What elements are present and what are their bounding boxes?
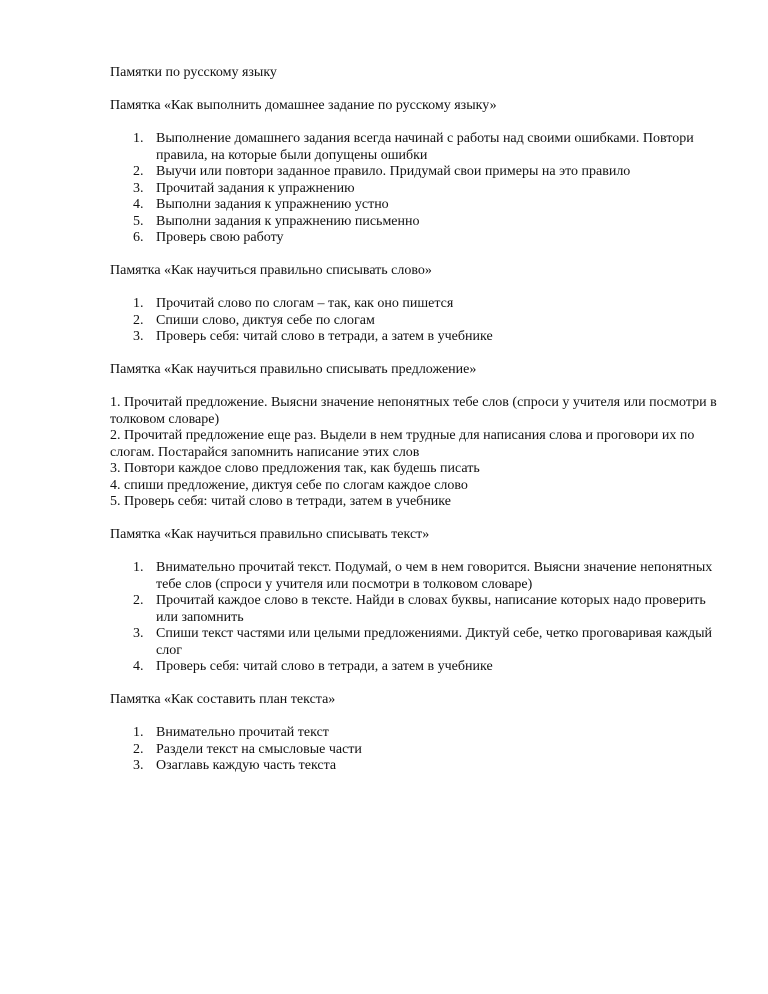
list-item-number: 2. [133, 593, 144, 608]
spacer [110, 346, 720, 363]
list-item-text: Проверь свою работу [156, 230, 284, 245]
document-body [110, 65, 720, 775]
spacer [110, 544, 720, 561]
list-item-number: 2. [133, 164, 144, 179]
list-item-number: 3. [133, 329, 144, 344]
list-item-number: 1. [133, 725, 144, 740]
list-item-number: 4. [133, 197, 144, 212]
text-plan-steps-list [110, 725, 720, 775]
list-item [110, 313, 720, 330]
list-item: 3. Повтори каждое слово предложения так, как будешь писать [110, 461, 480, 476]
list-item-text: Выучи или повтори заданное правило. Придумай свои примеры на это правило [156, 164, 631, 179]
list-item-number: 5. [133, 213, 144, 229]
list-item-number: 3. [133, 180, 144, 196]
list-item-text: Спиши текст частями или целыми предложениями. Диктуй себе, четко проговаривая каждый слог [156, 626, 712, 658]
list-item [110, 626, 720, 659]
list-item-number: 3. [133, 626, 144, 641]
list-item-text: Выполни задания к упражнению устно [156, 197, 389, 212]
list-item-text: Проверь себя: читай слово в тетради, а затем в учебнике [156, 329, 493, 344]
list-item: 2. Прочитай предложение еще раз. Выдели в нем трудные для написания слова и проговори их по слогам. Постарайся запомнить написание этих слов [110, 428, 695, 460]
list-item-number: 1. [133, 296, 144, 311]
list-item [110, 197, 720, 214]
list-item-text: Спиши слово, диктуя себе по слогам [156, 312, 375, 328]
spacer [110, 82, 720, 99]
list-item-number: 3. [133, 758, 144, 773]
list-item [110, 296, 720, 313]
list-item [110, 593, 720, 626]
list-item [110, 329, 720, 346]
list-item-number: 1. [133, 560, 144, 575]
section-heading-copy-sentence: Памятка «Как научиться правильно списывать предложение» [110, 362, 477, 377]
list-item-text: Внимательно прочитай текст. Подумай, о чем в нем говорится. Выясни значение непонятных тебе слов (спроси у учителя или посмотри в толковом словаре) [156, 560, 713, 592]
copy-sentence-steps-list [110, 395, 720, 511]
spacer [110, 676, 720, 693]
spacer [110, 115, 720, 132]
list-item [110, 560, 720, 593]
spacer [110, 280, 720, 297]
list-item [110, 659, 720, 676]
list-item-number: 2. [133, 312, 144, 328]
list-item-text: Прочитай каждое слово в тексте. Найди в словах буквы, написание которых надо проверить или запомнить [156, 593, 706, 625]
list-item-text: Раздели текст на смысловые части [156, 741, 362, 757]
list-item-number: 1. [133, 131, 144, 146]
list-item: 4. спиши предложение, диктуя себе по слогам каждое слово [110, 477, 468, 493]
list-item [110, 131, 720, 164]
section-heading-text-plan: Памятка «Как составить план текста» [110, 692, 336, 707]
list-item [110, 725, 720, 742]
page-title: Памятки по русскому языку [110, 65, 277, 80]
list-item-text: Прочитай слово по слогам – так, как оно пишется [156, 296, 454, 311]
list-item: 1. Прочитай предложение. Выясни значение непонятных тебе слов (спроси у учителя или посмотри в толковом словаре) [110, 395, 717, 427]
copy-word-steps-list [110, 296, 720, 346]
list-item-text: Выполни задания к упражнению письменно [156, 213, 420, 229]
list-item-text: Озаглавь каждую часть текста [156, 758, 337, 773]
list-item [110, 214, 720, 231]
spacer [110, 511, 720, 528]
list-item-text: Прочитай задания к упражнению [156, 180, 355, 196]
list-item-text: Внимательно прочитай текст [156, 725, 329, 740]
spacer [110, 379, 720, 396]
list-item [110, 181, 720, 198]
list-item-text: Выполнение домашнего задания всегда начинай с работы над своими ошибками. Повтори правила, на которые были допущены ошибки [156, 131, 694, 163]
homework-steps-list [110, 131, 720, 247]
list-item-number: 4. [133, 659, 144, 674]
copy-text-steps-list [110, 560, 720, 676]
list-item [110, 742, 720, 759]
spacer [110, 709, 720, 726]
list-item: 5. Проверь себя: читай слово в тетради, затем в учебнике [110, 494, 451, 509]
list-item-number: 6. [133, 230, 144, 245]
list-item-number: 2. [133, 741, 144, 757]
list-item [110, 230, 720, 247]
section-heading-copy-word: Памятка «Как научиться правильно списывать слово» [110, 263, 432, 278]
list-item-text: Проверь себя: читай слово в тетради, а затем в учебнике [156, 659, 493, 674]
list-item [110, 164, 720, 181]
spacer [110, 247, 720, 264]
section-heading-copy-text: Памятка «Как научиться правильно списывать текст» [110, 527, 430, 542]
list-item [110, 758, 720, 775]
section-heading-homework: Памятка «Как выполнить домашнее задание по русскому языку» [110, 98, 497, 113]
